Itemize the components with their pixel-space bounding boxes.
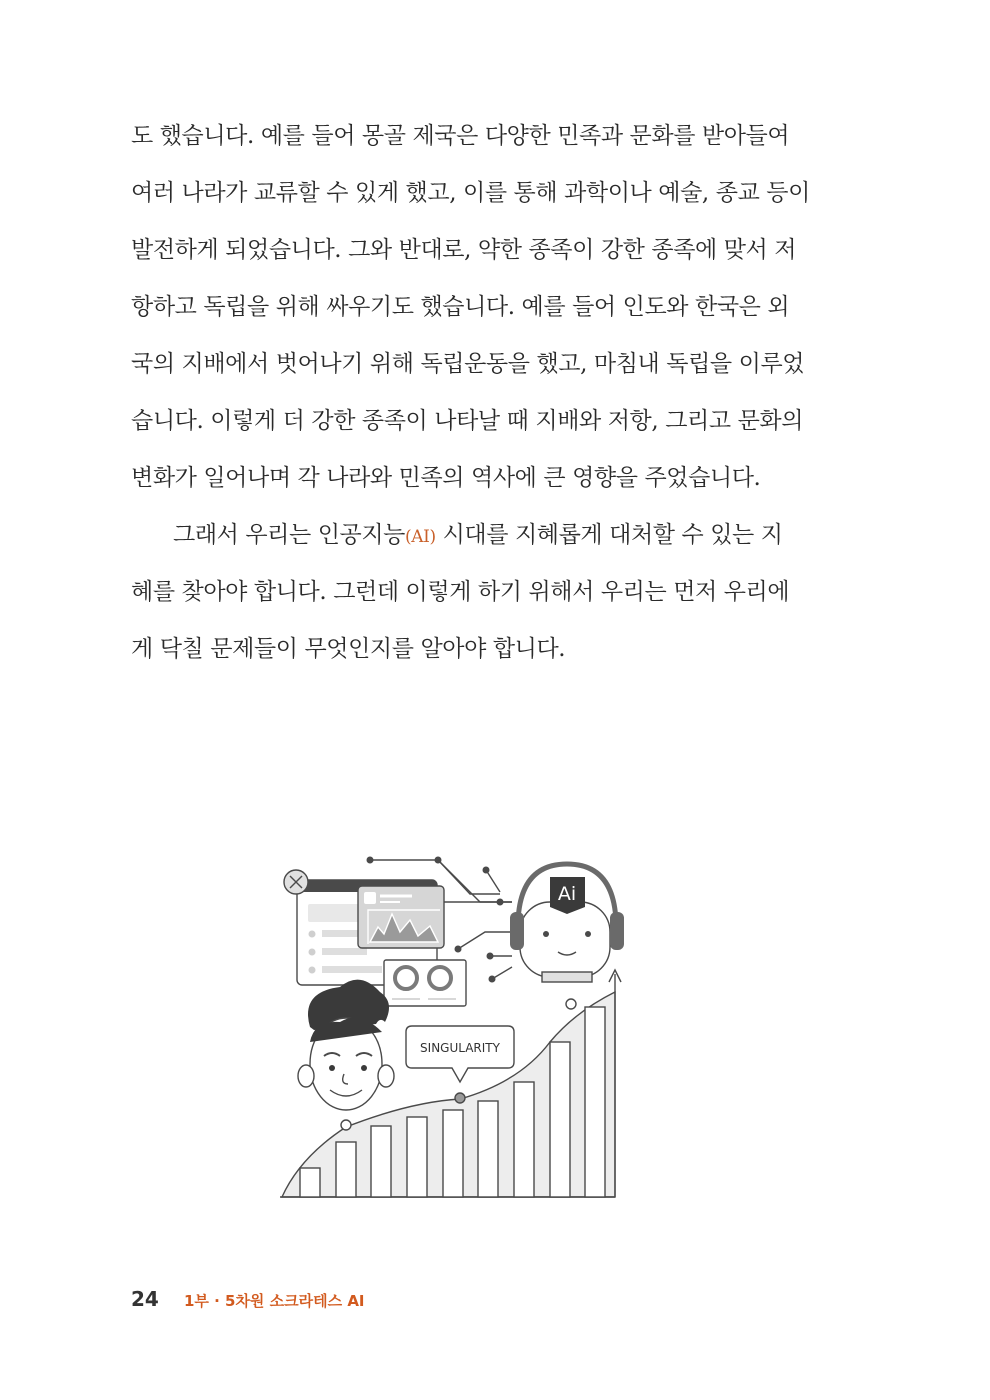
running-head: 1부 · 5차원 소크라테스 AI [183,1292,365,1310]
donut-card [384,960,466,1006]
page-footer [131,1287,365,1311]
ai-robot-head [510,864,624,982]
body-line: 항하고 독립을 위해 싸우기도 했습니다. 예를 들어 인도와 한국은 외 [131,294,790,320]
body-line: 발전하게 되었습니다. 그와 반대로, 약한 종족이 강한 종족에 맞서 저 [131,237,797,263]
body-text-span: 그래서 우리는 인공지능 [173,522,406,548]
body-line: 국의 지배에서 벗어나기 위해 독립운동을 했고, 마침내 독립을 이루었 [131,351,805,377]
body-line: 게 닥칠 문제들이 무엇인지를 알아야 합니다. [131,636,566,662]
body-line: 습니다. 이렇게 더 강한 종족이 나타날 때 지배와 저항, 그리고 문화의 [131,408,804,434]
page-number: 24 [131,1287,159,1311]
close-icon [284,870,308,894]
speech-bubble-text: SINGULARITY [420,1041,500,1055]
paragraph-2-first-line [131,507,781,564]
body-line: 여러 나라가 교류할 수 있게 했고, 이를 통해 과학이나 예술, 종교 등이 [131,180,810,206]
body-line: 변화가 일어나며 각 나라와 민족의 역사에 큰 영향을 주었습니다. [131,465,761,491]
mini-chart-card [358,886,444,948]
ai-tag: (AI) [405,527,436,547]
body-text-span: 시대를 지혜롭게 대처할 수 있는 지 [435,522,783,548]
body-line: 도 했습니다. 예를 들어 몽골 제국은 다양한 민족과 문화를 받아들여 [131,123,790,149]
body-line: 혜를 찾아야 합니다. 그런데 이렇게 하기 위해서 우리는 먼저 우리에 [131,579,790,605]
person-head [298,980,394,1110]
body-text [131,108,810,678]
singularity-illustration [280,852,630,1202]
ai-badge-label: Ai [557,883,577,905]
